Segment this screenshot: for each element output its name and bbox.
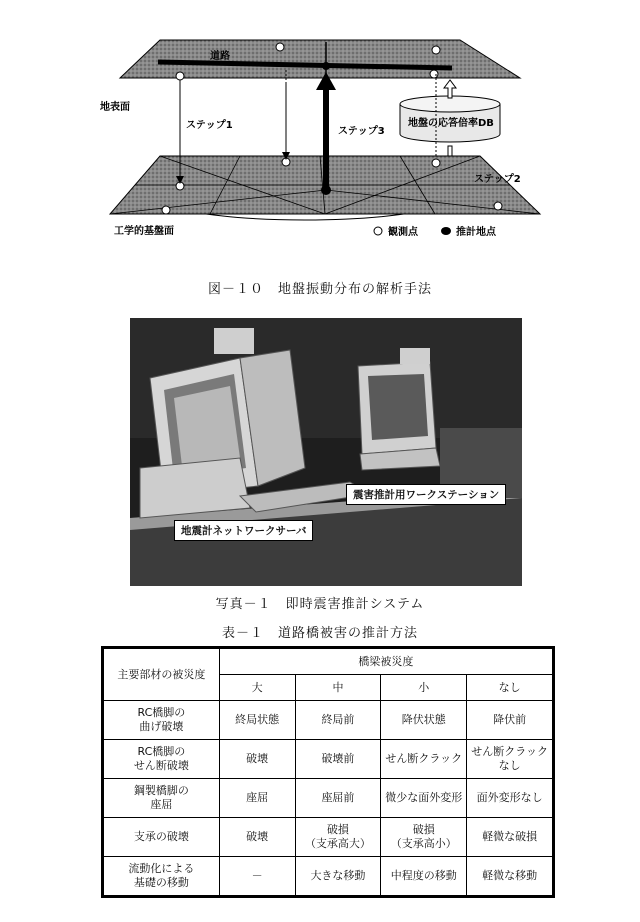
table-row bbox=[104, 740, 553, 779]
column-header: なし bbox=[467, 675, 553, 701]
table-row bbox=[104, 857, 553, 896]
row-label-cell bbox=[104, 779, 220, 818]
table-caption: 表－１ 道路橋被害の推計方法 bbox=[221, 626, 418, 641]
row-label-line: RC橋脚の bbox=[137, 706, 186, 719]
figure10-caption: 図－１０ 地盤振動分布の解析手法 bbox=[207, 282, 432, 297]
table-cell bbox=[381, 818, 467, 857]
workstation-label: 震害推計用ワークステーション bbox=[346, 484, 506, 505]
server-label: 地震計ネットワークサーバ bbox=[174, 520, 313, 541]
legend-estimation-label: 推計地点 bbox=[456, 227, 496, 238]
row-label-line: 鋼製橋脚の bbox=[133, 784, 189, 797]
step3-label: ステップ3 bbox=[338, 126, 385, 137]
table-cell bbox=[219, 818, 295, 857]
ground-motion-diagram bbox=[100, 28, 560, 250]
column-header: 大 bbox=[219, 675, 295, 701]
table-cell bbox=[467, 740, 553, 779]
cell-line: せん断クラック bbox=[385, 752, 463, 765]
cell-line: 破壊前 bbox=[321, 752, 355, 765]
legend-observation-label: 観測点 bbox=[388, 227, 418, 238]
cell-line: 面外変形なし bbox=[476, 791, 543, 804]
cell-line: 軽微な破損 bbox=[482, 830, 538, 843]
cell-line: 破壊 bbox=[246, 830, 269, 843]
column-header: 小 bbox=[381, 675, 467, 701]
table-cell bbox=[467, 701, 553, 740]
column-header: 中 bbox=[295, 675, 381, 701]
cell-line: （支承高小） bbox=[390, 837, 457, 850]
cell-line: 終局前 bbox=[321, 713, 355, 726]
row-header-cell: 主要部材の被災度 bbox=[104, 649, 220, 701]
group-header-cell: 橋梁被災度 bbox=[219, 649, 552, 675]
row-label-line: 座屈 bbox=[150, 798, 173, 811]
table-cell bbox=[295, 818, 381, 857]
cell-line: 中程度の移動 bbox=[390, 869, 457, 882]
cell-line: － bbox=[251, 869, 263, 882]
table-cell bbox=[219, 857, 295, 896]
cell-line: 座屈 bbox=[246, 791, 269, 804]
table-cell bbox=[295, 857, 381, 896]
row-label-line: 基礎の移動 bbox=[133, 876, 189, 889]
cell-line: せん断クラック bbox=[471, 745, 548, 758]
table-cell bbox=[381, 779, 467, 818]
table-cell bbox=[295, 779, 381, 818]
cell-line: 大きな移動 bbox=[310, 869, 366, 882]
table-cell bbox=[219, 740, 295, 779]
table-cell bbox=[467, 779, 553, 818]
engineering-base-label: 工学的基盤面 bbox=[114, 226, 174, 237]
cell-line: 破壊 bbox=[246, 752, 269, 765]
row-label-line: 曲げ破壊 bbox=[139, 720, 184, 733]
table-row bbox=[104, 818, 553, 857]
row-label-line: 支承の破壊 bbox=[133, 830, 189, 843]
table-cell bbox=[295, 701, 381, 740]
estimation-point-legend-icon bbox=[441, 227, 451, 235]
cell-line: 破損 bbox=[326, 823, 349, 836]
cell-line: 微少な面外変形 bbox=[385, 791, 463, 804]
step2-label: ステップ2 bbox=[474, 174, 521, 185]
cell-line: 降伏前 bbox=[493, 713, 527, 726]
table-row bbox=[104, 779, 553, 818]
photo-illustration bbox=[130, 318, 522, 586]
table-cell bbox=[467, 818, 553, 857]
row-label-line: 流動化による bbox=[128, 862, 195, 875]
row-label-line: せん断破壊 bbox=[133, 759, 189, 772]
cell-line: なし bbox=[498, 759, 521, 772]
cell-line: 終局状態 bbox=[235, 713, 280, 726]
table-cell bbox=[381, 740, 467, 779]
row-label-cell bbox=[104, 818, 220, 857]
cell-line: 降伏状態 bbox=[401, 713, 446, 726]
row-label-cell bbox=[104, 857, 220, 896]
row-label-cell bbox=[104, 701, 220, 740]
db-label: 地盤の応答倍率DB bbox=[408, 118, 494, 129]
row-label-line: RC橋脚の bbox=[137, 745, 186, 758]
table-cell bbox=[381, 701, 467, 740]
ground-surface-label: 地表面 bbox=[100, 102, 130, 113]
row-label-cell bbox=[104, 740, 220, 779]
table-cell bbox=[381, 857, 467, 896]
table-row bbox=[104, 701, 553, 740]
observation-point-legend-icon bbox=[374, 227, 382, 235]
bridge-damage-table bbox=[103, 648, 553, 896]
table-cell bbox=[467, 857, 553, 896]
cell-line: 軽微な移動 bbox=[482, 869, 538, 882]
step1-label: ステップ1 bbox=[186, 120, 233, 131]
road-label: 道路 bbox=[210, 51, 230, 62]
cell-line: （支承高大） bbox=[304, 837, 371, 850]
table-cell bbox=[295, 740, 381, 779]
cell-line: 座屈前 bbox=[321, 791, 355, 804]
photo-caption: 写真－１ 即時震害推計システム bbox=[215, 597, 425, 612]
system-photo bbox=[130, 318, 522, 586]
table-cell bbox=[219, 701, 295, 740]
cell-line: 破損 bbox=[412, 823, 435, 836]
table-cell bbox=[219, 779, 295, 818]
